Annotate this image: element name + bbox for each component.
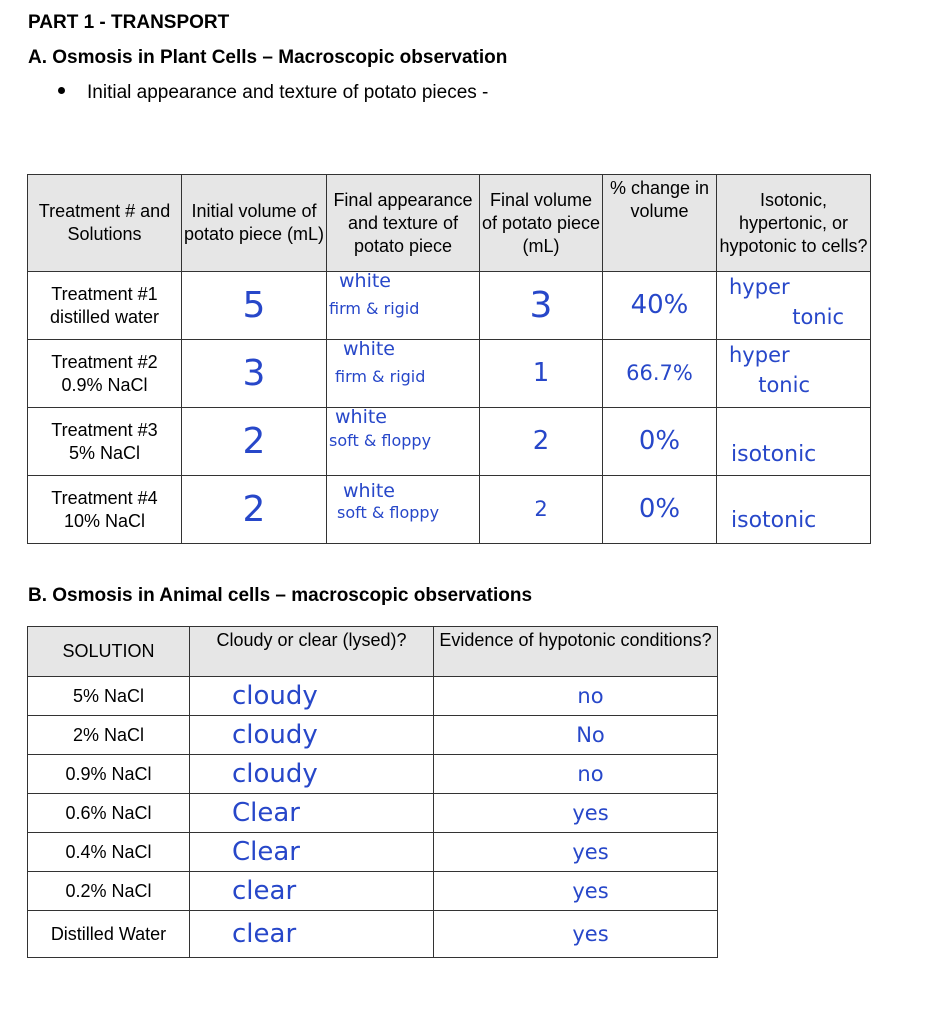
tonicity-part-1: hyper: [729, 275, 790, 299]
evidence-cell: no: [434, 755, 718, 794]
header-cloudy-clear: Cloudy or clear (lysed)?: [190, 627, 434, 677]
final-appearance-cell: [327, 340, 480, 408]
initial-volume-cell: 5: [182, 272, 327, 340]
cloudy-clear-cell: cloudy: [190, 755, 434, 794]
treatment-label: Treatment #3: [51, 419, 158, 440]
treatment-label: Treatment #2: [51, 351, 158, 372]
percent-change-cell: 66.7%: [603, 340, 717, 408]
plant-cells-table: [27, 174, 871, 544]
solution-cell: 0.9% NaCl: [28, 755, 190, 794]
solution-label: 5% NaCl: [68, 442, 141, 463]
cloudy-clear-cell: clear: [190, 872, 434, 911]
animal-cells-table: [27, 626, 718, 958]
part-title: PART 1 - TRANSPORT: [28, 12, 230, 33]
table-row: [28, 677, 718, 716]
bullet-icon: [58, 87, 65, 94]
solution-cell: 2% NaCl: [28, 716, 190, 755]
treatment-label: Treatment #1: [51, 283, 158, 304]
appearance-color: white: [343, 480, 395, 502]
initial-volume-cell: 2: [182, 476, 327, 544]
treatment-cell: [28, 408, 182, 476]
header-percent-change: % change in volume: [603, 175, 717, 272]
solution-cell: 0.4% NaCl: [28, 833, 190, 872]
treatment-cell: [28, 476, 182, 544]
solution-label: distilled water: [49, 306, 160, 327]
initial-volume-cell: 2: [182, 408, 327, 476]
initial-volume-cell: 3: [182, 340, 327, 408]
solution-label: 10% NaCl: [63, 510, 146, 531]
table-row: [28, 872, 718, 911]
tonicity-part-2: tonic: [792, 305, 844, 329]
treatment-cell: [28, 340, 182, 408]
cloudy-clear-cell: cloudy: [190, 677, 434, 716]
tonicity-cell: [717, 340, 871, 408]
appearance-texture: soft & floppy: [329, 431, 432, 450]
header-evidence: Evidence of hypotonic conditions?: [434, 627, 718, 677]
evidence-cell: No: [434, 716, 718, 755]
evidence-cell: yes: [434, 911, 718, 958]
evidence-cell: no: [434, 677, 718, 716]
final-volume-cell: 2: [480, 476, 603, 544]
tonicity-part-1: hyper: [729, 343, 790, 367]
appearance-color: white: [335, 406, 387, 428]
header-solution: SOLUTION: [28, 627, 190, 677]
bullet-item: [58, 82, 488, 104]
table-row: [28, 272, 871, 340]
table-header-row: [28, 175, 871, 272]
table-row: [28, 794, 718, 833]
cloudy-clear-cell: cloudy: [190, 716, 434, 755]
tonicity-cell: [717, 408, 871, 476]
header-initial-volume: Initial volume of potato piece (mL): [182, 175, 327, 272]
treatment-label: Treatment #4: [51, 487, 158, 508]
section-a-title: A. Osmosis in Plant Cells – Macroscopic observation: [28, 47, 508, 68]
table-row: [28, 716, 718, 755]
percent-change-cell: 40%: [603, 272, 717, 340]
solution-label: 0.9% NaCl: [61, 374, 148, 395]
table-header-row: [28, 627, 718, 677]
cloudy-clear-cell: clear: [190, 911, 434, 958]
tonicity-part-2: tonic: [758, 373, 810, 397]
tonicity-cell: [717, 476, 871, 544]
final-volume-cell: 3: [480, 272, 603, 340]
solution-cell: 0.2% NaCl: [28, 872, 190, 911]
header-treatment: Treatment # and Solutions: [28, 175, 182, 272]
table-row: [28, 833, 718, 872]
tonicity-value: isotonic: [731, 442, 817, 467]
solution-cell: Distilled Water: [28, 911, 190, 958]
table-row: [28, 340, 871, 408]
appearance-texture: firm & rigid: [335, 367, 426, 386]
final-appearance-cell: [327, 408, 480, 476]
table-row: [28, 755, 718, 794]
appearance-color: white: [339, 270, 391, 292]
evidence-cell: yes: [434, 872, 718, 911]
table-row: [28, 476, 871, 544]
evidence-cell: yes: [434, 794, 718, 833]
section-b-title: B. Osmosis in Animal cells – macroscopic observations: [28, 585, 533, 606]
cloudy-clear-cell: Clear: [190, 833, 434, 872]
final-appearance-cell: [327, 476, 480, 544]
appearance-color: white: [343, 338, 395, 360]
cloudy-clear-cell: Clear: [190, 794, 434, 833]
header-tonicity: Isotonic, hypertonic, or hypotonic to cells?: [717, 175, 871, 272]
final-appearance-cell: [327, 272, 480, 340]
table-row: [28, 911, 718, 958]
header-final-appearance: Final appearance and texture of potato piece: [327, 175, 480, 272]
final-volume-cell: 1: [480, 340, 603, 408]
appearance-texture: firm & rigid: [329, 299, 420, 318]
evidence-cell: yes: [434, 833, 718, 872]
solution-cell: 0.6% NaCl: [28, 794, 190, 833]
percent-change-cell: 0%: [603, 408, 717, 476]
header-final-volume: Final volume of potato piece (mL): [480, 175, 603, 272]
final-volume-cell: 2: [480, 408, 603, 476]
appearance-texture: soft & floppy: [337, 503, 440, 522]
bullet-text: Initial appearance and texture of potato pieces -: [87, 82, 489, 103]
treatment-cell: [28, 272, 182, 340]
tonicity-value: isotonic: [731, 508, 817, 533]
table-row: [28, 408, 871, 476]
percent-change-cell: 0%: [603, 476, 717, 544]
solution-cell: 5% NaCl: [28, 677, 190, 716]
tonicity-cell: [717, 272, 871, 340]
